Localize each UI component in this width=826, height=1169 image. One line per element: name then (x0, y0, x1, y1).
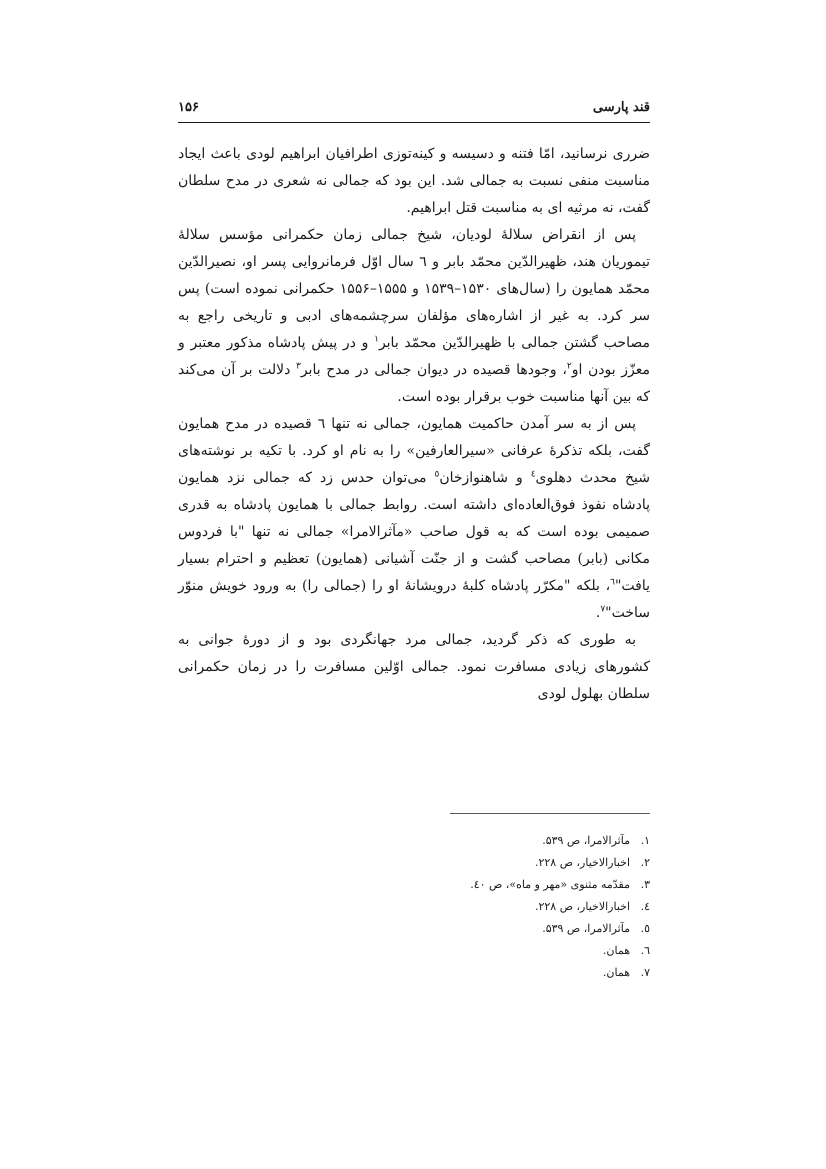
page-content (178, 100, 651, 979)
paragraph-2 (178, 222, 650, 411)
footnote-ref-7[interactable]: ٧ (600, 604, 606, 615)
footnote-item (350, 940, 650, 962)
footnote-number: ٤. (640, 900, 650, 913)
paragraph-4 (178, 627, 650, 708)
footnote-ref-3[interactable]: ۳ (295, 361, 301, 372)
footnote-ref-5[interactable]: ٥ (434, 469, 440, 480)
paragraph-text: پس از به سر آمدن حاکمیت همایون، جمالی نه تنها ٦ قصیده در مدح همایون گفت، بلکه تذکرهٔ عرفانی «سیرالعارفین» را به نام او کرد. با تکیه بر نوشته‌های شیخ محدث دهلوی (178, 416, 650, 486)
paragraph-text: ، وجودها قصیده در دیوان جمالی در مدح بابر (300, 362, 567, 378)
footnote-ref-2[interactable]: ۲ (566, 361, 572, 372)
footnote-divider (450, 813, 650, 814)
book-title: قند پارسی (592, 100, 650, 115)
footnote-item (350, 896, 650, 918)
footnote-ref-4[interactable]: ٤ (530, 469, 536, 480)
paragraph-text: دلالت بر آن می‌کند که بین آنها مناسبت خوب برقرار بوده است. (178, 362, 650, 405)
paragraph-text: . (595, 605, 601, 621)
footnote-ref-1[interactable]: ۱ (374, 334, 379, 345)
footnote-number: ۲. (640, 856, 650, 869)
footnote-text: همان. (602, 944, 630, 957)
footnote-item (350, 852, 650, 874)
running-header (178, 100, 650, 123)
footnote-number: ۱. (640, 834, 650, 847)
footnote-text: مآثرالامرا، ص ۵۳۹. (542, 834, 630, 847)
footnote-text: اخبارالاخیار، ص ۲۲۸. (534, 856, 630, 869)
body-text (178, 141, 650, 708)
page-number: ۱۵۶ (178, 100, 199, 115)
paragraph-text: به طوری که ذکر گردید، جمالی مرد جهانگردی بود و از دورهٔ جوانی به کشورهای زیادی مسافرت نمود. جمالی اوّلین مسافرت را در زمان حکمرانی سلطان بهلول لودی (178, 632, 650, 702)
paragraph-text: پس از انقراض سلالهٔ لودیان، شیخ جمالی زمان حکمرانی مؤسس سلالهٔ تیموریان هند، ظهیرالدّین محمّد بابر و ٦ سال اوّل فرمانروایی پسر او، نصیرالدّین محمّد همایون را (سال‌های ۱۵۳۰–۱۵۳۹ و ۱۵۵۵–۱۵۵۶ حکمرانی نموده است) پس سر کرد. به غیر از اشاره‌های مؤلفان سرچشمه‌های ادبی و تاریخی راجع به مصاحب گشتن جمالی با ظهیرالدّین محمّد بابر (178, 227, 650, 351)
footnote-item (350, 874, 650, 896)
footnote-number: ٦. (640, 944, 650, 957)
footnote-text: مآثرالامرا، ص ۵۳۹. (542, 922, 630, 935)
footnote-text: اخبارالاخیار، ص ۲۲۸. (534, 900, 630, 913)
paragraph-text: و شاهنوازخان (439, 470, 531, 486)
footnote-text: همان. (602, 966, 630, 979)
paragraph-text: می‌توان حدس زد که جمالی نزد همایون پادشاه نفوذ فوق‌العاده‌ای داشته است. روابط جمالی با همایون پادشاه به قدری صمیمی بوده است که به قول صاحب «مآثرالامرا» جمالی نه تنها "با فردوس مکانی (بابر) مصاحب گشت و از جنّت آشیانی (همایون) تعظیم و احترام بسیار یافت" (178, 470, 651, 594)
footnote-number: ۷. (640, 966, 650, 979)
footnote-number: ٥. (640, 922, 650, 935)
footnote-item (350, 962, 650, 984)
paragraph-1 (178, 141, 650, 222)
paragraph-3 (178, 411, 650, 627)
footnote-ref-6[interactable]: ٦ (610, 577, 615, 588)
footnote-number: ۳. (640, 878, 650, 891)
paragraph-text: و در پیش پادشاه مذکور معتبر و معزّز بودن او (178, 335, 650, 378)
paragraph-text: ضرری نرسانید، امّا فتنه و دسیسه و کینه‌توزی اطرافیان ابراهیم لودی باعث ایجاد مناسبت منفی نسبت به جمالی شد. این بود که جمالی نه شعری در مدح سلطان گفت، نه مرثیه ای به مناسبت قتل ابراهیم. (178, 146, 650, 216)
footnotes-list (350, 830, 650, 984)
footnote-item (350, 830, 650, 852)
paragraph-text: ، بلکه "مکرّر پادشاه کلبهٔ درویشانهٔ او را (جمالی را) به ورود خویش منوّر ساخت" (178, 578, 650, 621)
footnote-text: مقدّمه مثنوی «مهر و ماه»، ص ٤۰. (470, 878, 630, 891)
footnote-item (350, 918, 650, 940)
